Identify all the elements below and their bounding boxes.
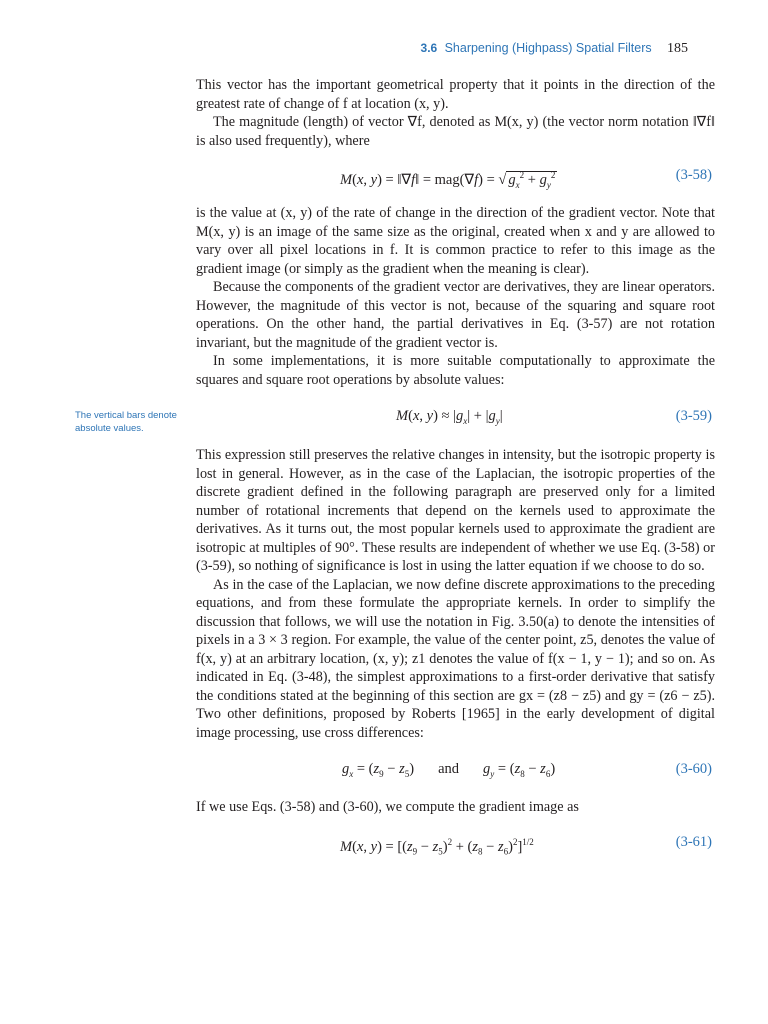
equation-connector: and bbox=[438, 761, 460, 777]
paragraph-8: If we use Eqs. (3-58) and (3-60), we compute the gradient image as bbox=[196, 799, 579, 815]
paragraph-2: The magnitude (length) of vector ∇f, denoted as M(x, y) (the vector norm notation ‖∇f‖ is also used frequently), where bbox=[196, 114, 715, 149]
equation-number: (3-60) bbox=[675, 761, 712, 777]
paragraph-6: This expression still preserves the relative changes in intensity, but the isotropic property is lost in general. However, as in the case of the Laplacian, the isotropic properties of the discrete gradient defined in the following paragraph are preserved only for a limited number of rotational increments that depend on the kernels used to approximate the derivatives. As it turns out, the most popular kernels used to approximate the gradient are isotropic at multiples of 90°. These results are independent of whether we use Eq. (3-58) or (3-59), so nothing of significance is lost in using the latter equation if we choose to do so. bbox=[196, 447, 715, 574]
running-header bbox=[421, 40, 688, 57]
equation-3-58-expression: M(x, y) = ‖∇f‖ = mag(∇f) = √ $g_x^2 + g_y^2$ bbox=[340, 170, 556, 190]
section-title: Sharpening (Highpass) Spatial Filters bbox=[444, 41, 652, 55]
equation-3-61-expression: M(x, $y) = [(z_9 - z_5)^2 + (z_8 - z_6)^2]^{1/2}$ bbox=[340, 836, 534, 857]
body-text bbox=[196, 76, 715, 857]
equation-3-60-expression: $g_x = (z_9 - z_5)$ and $g_y = (z_8 - z_6)$ bbox=[342, 761, 556, 779]
equation-number: (3-58) bbox=[675, 167, 712, 183]
paragraph-7: As in the case of the Laplacian, we now define discrete approximations to the preceding equations, and from these formulate the appropriate kernels. In order to simplify the discussion that follows, we will use the notation in Fig. 3.50(a) to denote the intensities of pixels in a 3 × 3 region. For example, the value of the center point, z5, denotes the value of f(x, y) at an arbitrary location, (x, y); z1 denotes the value of f(x − 1, y − 1); and so on. As indicated in Eq. (3-48), the simplest approximations to a first-order derivative that satisfy the conditions stated at the beginning of this section are gx = (z8 − z5) and gy = (z6 − z5). Two other definitions, proposed by Roberts [1965] in the early development of digital image processing, use cross differences: bbox=[196, 576, 715, 741]
equation-3-59 bbox=[196, 407, 715, 427]
equation-number: (3-61) bbox=[675, 833, 712, 850]
paragraph-5: In some implementations, it is more suitable computationally to approximate the squares and square root operations by absolute values: bbox=[196, 353, 715, 388]
page-number: 185 bbox=[667, 41, 688, 56]
section-number: 3.6 bbox=[420, 41, 438, 55]
equation-3-58 bbox=[196, 166, 715, 188]
equation-3-61 bbox=[196, 833, 715, 857]
paragraph-3: is the value at (x, y) of the rate of change in the direction of the gradient vector. Note that M(x, y) is an image of the same size as the original, created when x and y are allowed to vary over all pixel locations in f. It is common practice to refer to this image as the gradient image (or simply as the gradient when the meaning is clear). bbox=[196, 205, 715, 277]
equation-number: (3-59) bbox=[675, 408, 712, 424]
paragraph-1: This vector has the important geometrical property that it points in the direction of the greatest rate of change of f at location (x, y). bbox=[196, 77, 715, 112]
equation-3-59-expression: M(x, $y) \approx |g_x| + |g_y|$ bbox=[396, 408, 503, 426]
margin-note: The vertical bars denote absolute values. bbox=[75, 410, 177, 434]
paragraph-4: Because the components of the gradient vector are derivatives, they are linear operators. However, the magnitude of this vector is not, because of the squaring and square root operations. On the other hand, the partial derivatives in Eq. (3-57) are not rotation invariant, but the magnitude of the gradient vector is. bbox=[196, 279, 715, 351]
equation-3-60 bbox=[196, 760, 715, 780]
